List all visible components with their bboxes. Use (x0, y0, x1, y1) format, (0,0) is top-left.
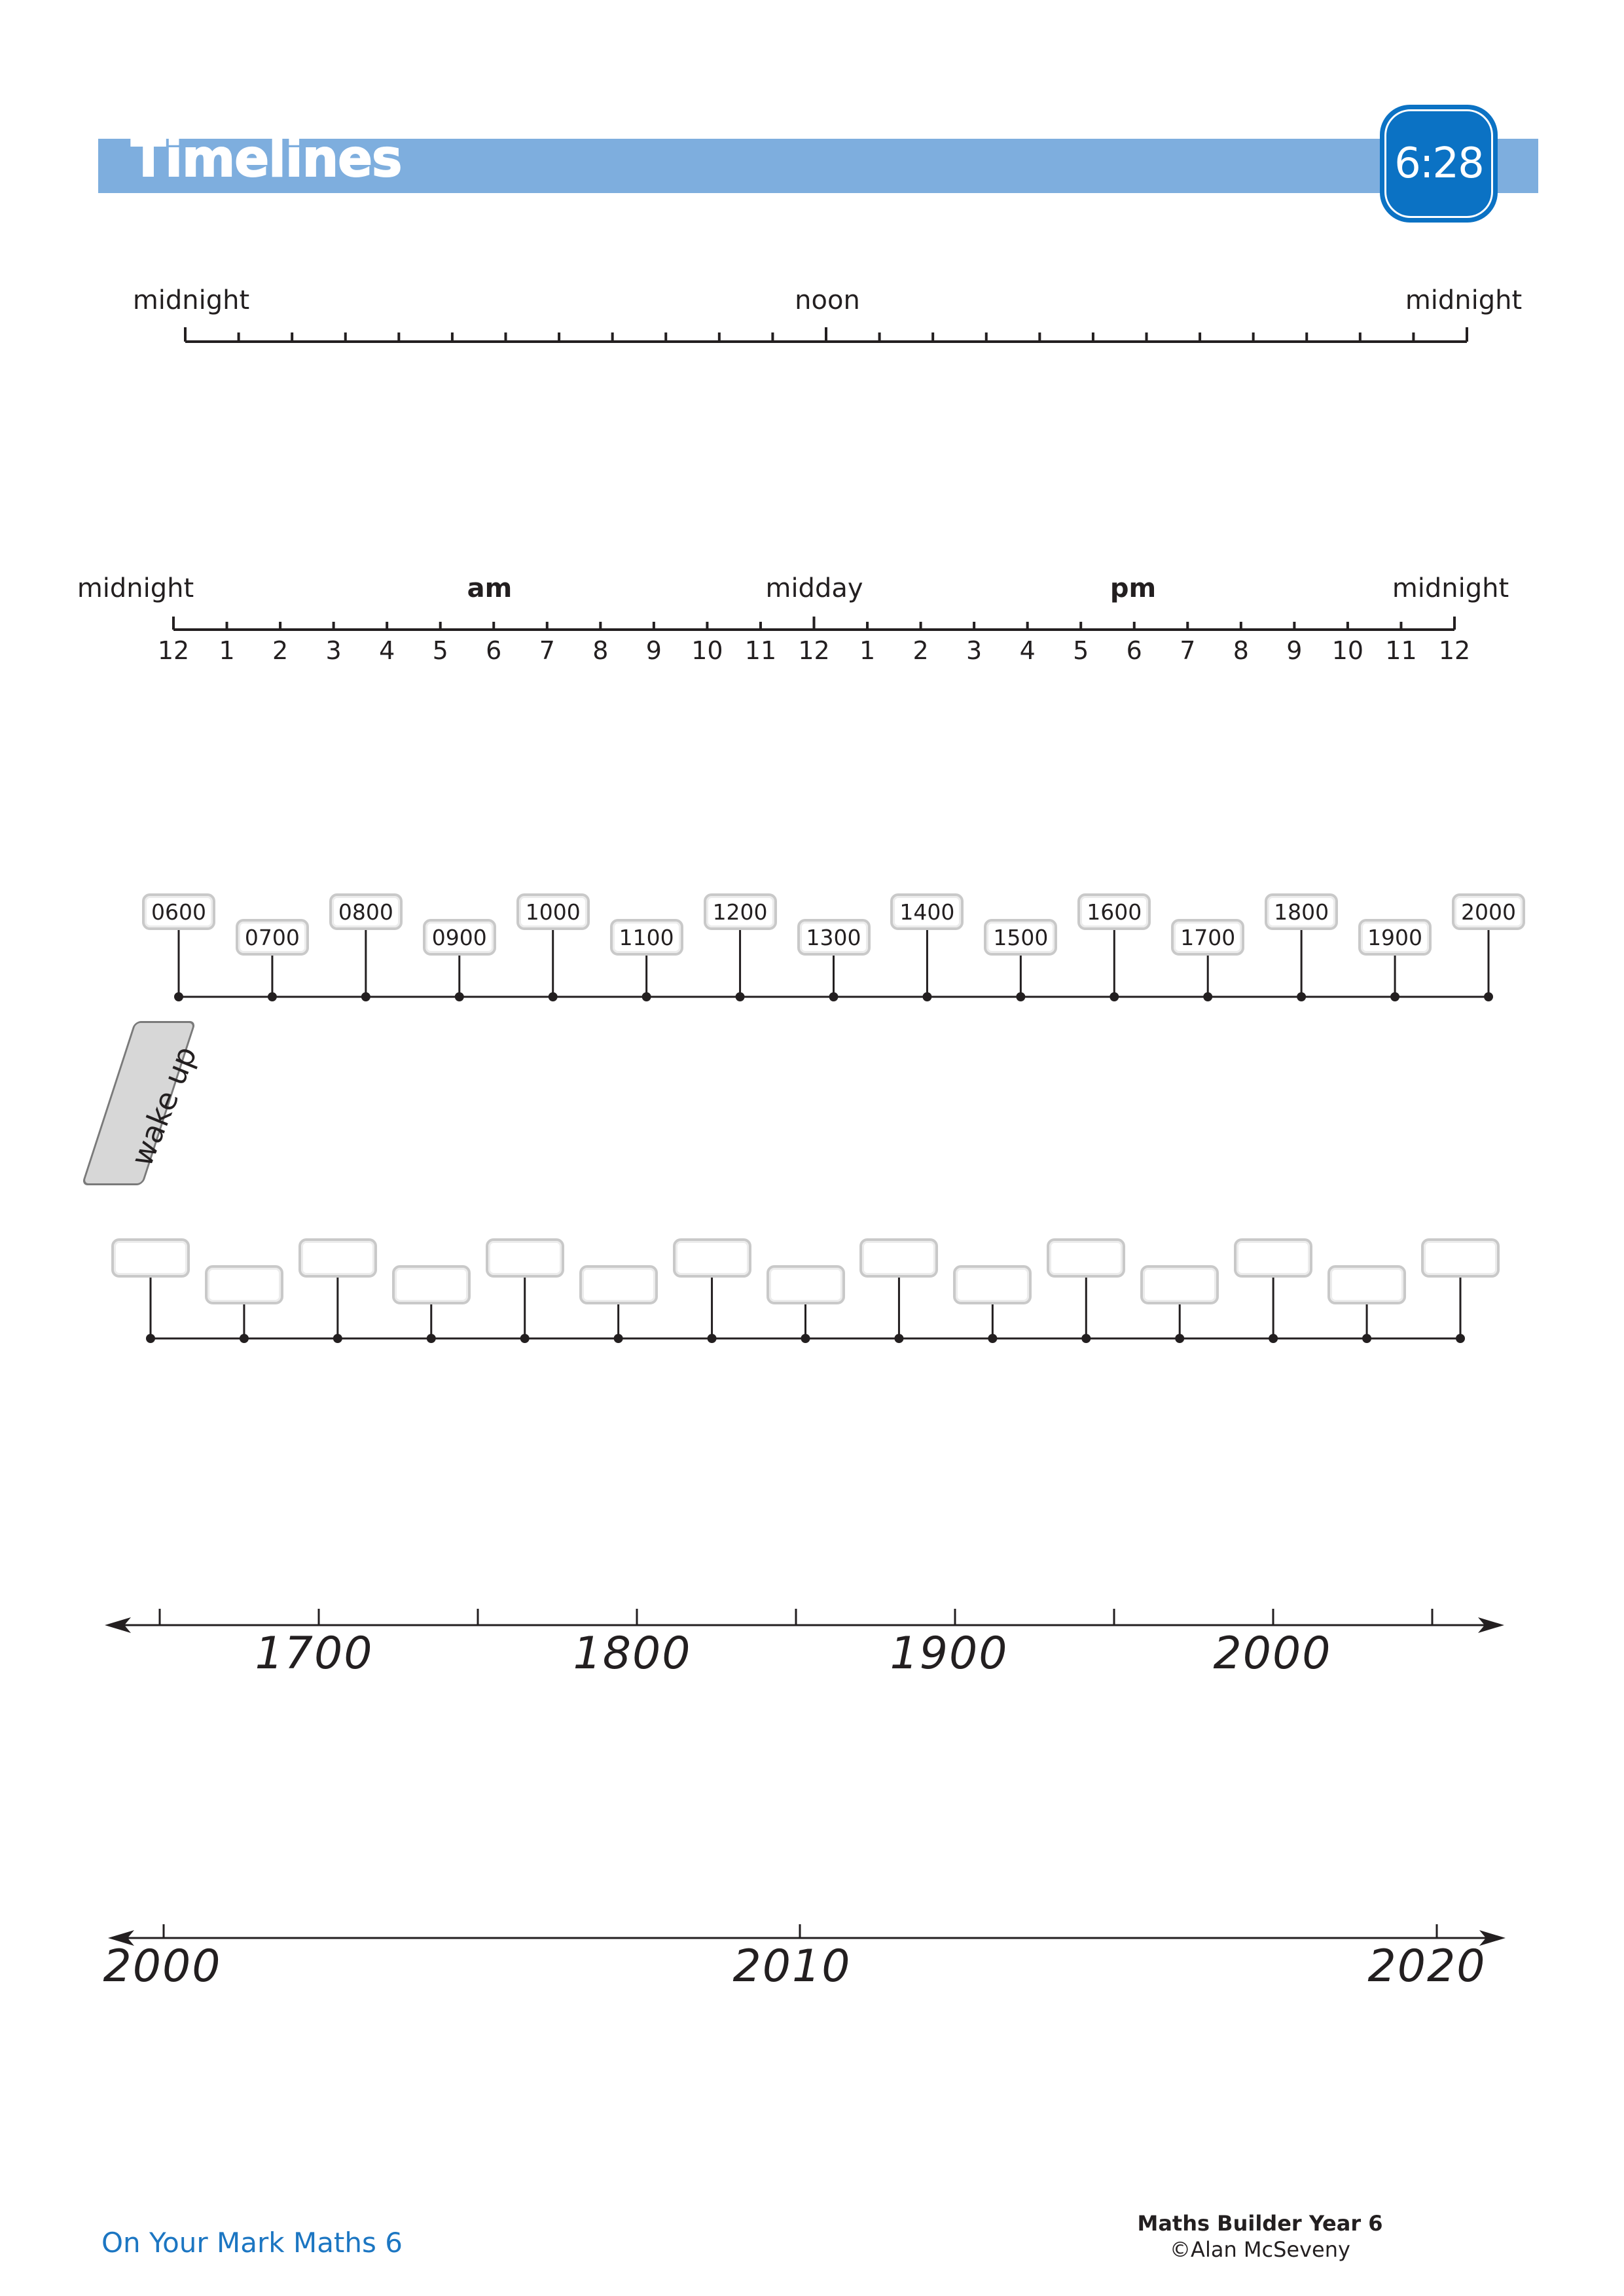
timeline2-hour-number: 3 (325, 636, 342, 665)
timeline4-dot (1269, 1334, 1278, 1343)
timeline4-dot (1456, 1334, 1465, 1343)
timeline4-dot (894, 1334, 903, 1343)
timeline2-hour-number: 9 (1286, 636, 1303, 665)
timeline3-dot (642, 992, 651, 1001)
time-box: 0900 (423, 919, 496, 956)
time-box: 1500 (984, 919, 1057, 956)
timeline3-dot (922, 992, 931, 1001)
timeline3-dot (1016, 992, 1025, 1001)
timeline4-dot (988, 1334, 997, 1343)
footer-series-title: On Your Mark Maths 6 (101, 2227, 403, 2259)
timeline2-hour-number: 12 (157, 636, 190, 665)
timeline5-year-1900: 1900 (890, 1628, 1009, 1679)
wake-up-label: wake up (123, 1041, 204, 1172)
timeline3-dot (174, 992, 183, 1001)
time-box: 1300 (797, 919, 871, 956)
timeline4-dot (1081, 1334, 1091, 1343)
timeline3-dot (268, 992, 277, 1001)
time-box: 1100 (610, 919, 683, 956)
timeline3-dot (1390, 992, 1399, 1001)
timeline4-dot (801, 1334, 810, 1343)
page-number: 6:28 (1384, 109, 1493, 218)
timeline1-label-end: midnight (1405, 285, 1523, 315)
empty-time-box[interactable] (298, 1238, 377, 1278)
timeline5-year-2000: 2000 (1213, 1628, 1332, 1679)
time-box: 1400 (890, 893, 964, 930)
empty-time-box[interactable] (1421, 1238, 1500, 1278)
timeline4-dot (708, 1334, 717, 1343)
timeline2-hour-number: 4 (379, 636, 395, 665)
timeline4-dot (240, 1334, 249, 1343)
timeline4-dot (427, 1334, 436, 1343)
timeline2-hour-number: 3 (966, 636, 983, 665)
timeline5-year-1800: 1800 (573, 1628, 692, 1679)
empty-time-box[interactable] (486, 1238, 564, 1278)
timeline3-dot (1297, 992, 1306, 1001)
time-box: 1600 (1077, 893, 1151, 930)
timeline6-ticks (164, 1924, 1437, 1938)
timeline2-label-midday: midday (765, 573, 863, 603)
time-box: 1200 (704, 893, 777, 930)
timeline2-hour-number: 9 (645, 636, 662, 665)
timeline1-label-noon: noon (795, 285, 860, 315)
empty-time-box[interactable] (111, 1238, 190, 1278)
time-box: 1800 (1265, 893, 1338, 930)
timeline2-hour-number: 7 (1180, 636, 1196, 665)
timeline4-dot (146, 1334, 155, 1343)
timeline1-label-start: midnight (132, 285, 250, 315)
empty-time-box[interactable] (1047, 1238, 1125, 1278)
empty-time-box[interactable] (859, 1238, 938, 1278)
timeline5-ticks (160, 1609, 1432, 1625)
timeline2-label-midnight-start: midnight (77, 573, 194, 603)
time-box: 1700 (1171, 919, 1244, 956)
timeline3-dot (736, 992, 745, 1001)
timeline2-hour-number: 12 (1438, 636, 1471, 665)
timeline2-hour-number: 10 (691, 636, 723, 665)
timeline6-year-2020: 2020 (1367, 1941, 1487, 1992)
empty-time-box[interactable] (767, 1265, 845, 1304)
timeline2-hour-number: 11 (744, 636, 777, 665)
empty-time-box[interactable] (1234, 1238, 1312, 1278)
empty-time-box[interactable] (1140, 1265, 1219, 1304)
timeline2-ticks (173, 617, 1454, 630)
timeline2-hour-number: 1 (859, 636, 876, 665)
timeline2-hour-number: 6 (486, 636, 502, 665)
timeline2-hour-number: 6 (1126, 636, 1142, 665)
time-box: 1900 (1358, 919, 1432, 956)
timeline2-label-am: am (467, 573, 513, 603)
footer-book-title: Maths Builder Year 6 (1137, 2211, 1383, 2236)
timeline6-year-2000: 2000 (103, 1941, 222, 1992)
empty-time-box[interactable] (205, 1265, 283, 1304)
timeline3-dot (1484, 992, 1493, 1001)
timeline2-hour-number: 8 (1233, 636, 1249, 665)
time-box: 2000 (1452, 893, 1525, 930)
page-title: Timelines (131, 130, 402, 188)
timeline2-hour-number: 12 (798, 636, 830, 665)
empty-time-box[interactable] (1327, 1265, 1406, 1304)
timeline2-hour-number: 1 (219, 636, 235, 665)
timeline2-label-pm: pm (1110, 573, 1157, 603)
time-box: 0700 (236, 919, 309, 956)
timeline4-dot (614, 1334, 623, 1343)
timeline2-hour-number: 8 (592, 636, 609, 665)
time-box: 0600 (142, 893, 215, 930)
timeline2-hour-number: 4 (1019, 636, 1036, 665)
timeline1-ticks (185, 327, 1467, 342)
time-box: 0800 (329, 893, 403, 930)
timeline6-year-2010: 2010 (732, 1941, 852, 1992)
timeline3-dot (1110, 992, 1119, 1001)
timeline2-hour-number: 11 (1385, 636, 1417, 665)
timeline2-hour-number: 2 (272, 636, 289, 665)
timeline3-dot (361, 992, 370, 1001)
timeline2-hour-number: 10 (1331, 636, 1364, 665)
timeline4-dot (1362, 1334, 1371, 1343)
timeline2-hour-number: 7 (539, 636, 555, 665)
timeline4-dot (1175, 1334, 1184, 1343)
footer-copyright: ©Alan McSeveny (1170, 2237, 1350, 2262)
timeline2-label-midnight-end: midnight (1392, 573, 1509, 603)
timeline4-dot (520, 1334, 530, 1343)
empty-time-box[interactable] (673, 1238, 751, 1278)
timeline3-dot (829, 992, 839, 1001)
timeline2-hour-number: 5 (1073, 636, 1089, 665)
timeline2-hour-number: 5 (432, 636, 448, 665)
timeline2-hour-number: 2 (912, 636, 929, 665)
timeline3-dot (549, 992, 558, 1001)
timeline4-dot (333, 1334, 342, 1343)
empty-time-box[interactable] (392, 1265, 471, 1304)
time-box: 1000 (516, 893, 590, 930)
timeline3-dot (1203, 992, 1212, 1001)
timeline3-dot (455, 992, 464, 1001)
empty-time-box[interactable] (953, 1265, 1032, 1304)
timeline5-year-1700: 1700 (255, 1628, 374, 1679)
empty-time-box[interactable] (579, 1265, 658, 1304)
